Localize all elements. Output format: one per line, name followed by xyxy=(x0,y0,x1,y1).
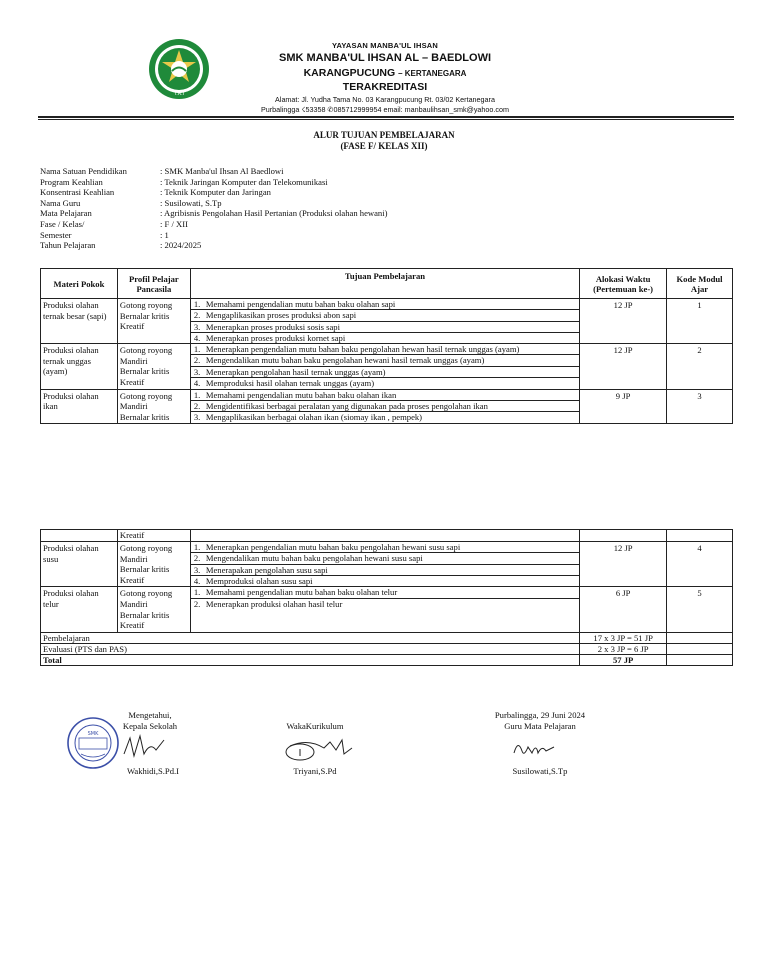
objective-number: 1. xyxy=(193,587,201,598)
profil-item: Kreatif xyxy=(119,376,145,387)
objective-item xyxy=(191,355,579,366)
identity-label: Program Keahlian xyxy=(40,176,103,187)
header-alokasi: Alokasi Waktu (Pertemuan ke-) xyxy=(580,269,667,299)
objective-text: Mengidentifikasi berbagai peralatan yang digunakan pada proses pengolahan ikan xyxy=(205,400,488,411)
identity-value: : Teknik Jaringan Komputer dan Telekomunikasi xyxy=(160,176,328,187)
identity-row xyxy=(40,208,540,219)
objective-number: 3. xyxy=(193,412,201,423)
identity-label: Fase / Kelas/ xyxy=(40,218,85,229)
learning-objectives-table xyxy=(40,268,733,424)
foundation-name: YAYASAN MANBA'UL IHSAN xyxy=(331,41,439,50)
identity-row xyxy=(40,166,540,177)
header-tujuan: Tujuan Pembelajaran xyxy=(190,269,579,299)
learning-objectives-table-continued xyxy=(40,529,733,666)
alokasi-cell: 12 JP xyxy=(580,542,667,587)
objective-number: 4. xyxy=(193,575,201,586)
curriculum-name: Triyani,S.Pd xyxy=(293,766,337,776)
objective-number: 3. xyxy=(193,321,201,332)
document-subtitle: (FASE F/ KELAS XII) xyxy=(340,141,428,151)
summary-value: 17 x 3 JP = 51 JP xyxy=(580,632,667,643)
table-row xyxy=(41,542,733,587)
table-body xyxy=(41,530,733,542)
profil-item: Bernalar kritis xyxy=(119,366,170,377)
materi-cell: Produksi olahan ikan xyxy=(41,389,118,424)
objective-text: Menerapkan proses produksi sosis sapi xyxy=(205,321,340,332)
identity-block xyxy=(40,166,540,251)
objective-item xyxy=(191,322,579,333)
objective-text: Menerapkan proses produksi kornet sapi xyxy=(205,332,346,343)
objective-text: Mengendalikan mutu bahan baku pengolahan hewani susu sapi xyxy=(205,553,423,564)
kode-cell: 1 xyxy=(667,299,733,344)
table-row xyxy=(41,389,733,424)
objective-item xyxy=(191,367,579,378)
summary-label: Total xyxy=(41,654,580,665)
alokasi-cell: 12 JP xyxy=(580,344,667,389)
objective-text: Memahami pengendalian mutu bahan baku olahan ikan xyxy=(205,389,397,400)
objective-number: 4. xyxy=(193,332,201,343)
objective-number: 3. xyxy=(193,564,201,575)
identity-label: Mata Pelajaran xyxy=(40,208,92,219)
materi-cell: Produksi olahan telur xyxy=(41,587,118,632)
kode-cell: 2 xyxy=(667,344,733,389)
objective-number: 2. xyxy=(193,310,201,321)
objective-number: 4. xyxy=(193,378,201,389)
objective-text: Memahami pengendalian mutu bahan baku olahan telur xyxy=(205,587,398,598)
identity-label: Nama Satuan Pendidikan xyxy=(40,166,127,176)
objective-text: Menerapkan pengendalian mutu bahan baku pengolahan hewan hasil ternak unggas (ayam) xyxy=(205,344,520,355)
table-row xyxy=(41,299,733,344)
summary-row xyxy=(41,643,733,654)
alokasi-cell: 12 JP xyxy=(580,299,667,344)
header-materi: Materi Pokok xyxy=(41,269,118,299)
kode-cell: 5 xyxy=(667,587,733,632)
objective-text: Memproduksi olahan susu sapi xyxy=(205,575,313,586)
principal-name: Wakhidi,S.Pd.I xyxy=(126,766,180,776)
profil-item: Mandiri xyxy=(119,598,148,609)
location-sub: – KERTANEGARA xyxy=(398,69,467,78)
objective-number: 1. xyxy=(193,299,201,309)
document-title: ALUR TUJUAN PEMBELAJARAN xyxy=(313,130,455,140)
objective-text: Menerapkan pengendalian mutu bahan baku pengolahan hewani susu sapi xyxy=(205,542,461,552)
table-body xyxy=(41,299,733,424)
identity-label: Semester xyxy=(40,229,72,240)
alokasi-cell: 9 JP xyxy=(580,389,667,424)
objective-text: Mengaplikasikan proses produksi abon sapi xyxy=(205,310,357,321)
tujuan-cell xyxy=(190,344,579,389)
profil-item: Mandiri xyxy=(119,355,148,366)
header-divider-thick xyxy=(38,116,734,118)
profil-item: Kreatif xyxy=(119,620,145,631)
profil-item: Kreatif xyxy=(119,574,145,585)
principal-signature xyxy=(120,732,170,762)
identity-row xyxy=(40,177,540,188)
summary-value: 2 x 3 JP = 6 JP xyxy=(580,643,667,654)
profil-item: Kreatif xyxy=(119,321,145,332)
svg-text:SMK: SMK xyxy=(87,731,99,737)
profil-item: Bernalar kritis xyxy=(119,411,170,422)
identity-row xyxy=(40,198,540,209)
materi-cell: Produksi olahan ternak unggas (ayam) xyxy=(41,344,118,389)
profil-item: Gotong royong xyxy=(119,588,173,599)
alokasi-cell: 6 JP xyxy=(580,587,667,632)
profil-cell xyxy=(117,587,190,632)
profil-item: Mandiri xyxy=(119,553,148,564)
summary-label: Pembelajaran xyxy=(41,632,580,643)
profil-item: Bernalar kritis xyxy=(119,609,170,620)
identity-row xyxy=(40,219,540,230)
tujuan-cell xyxy=(190,542,579,587)
profil-cell xyxy=(117,344,190,389)
identity-row xyxy=(40,230,540,241)
objective-text: Menerapkan produksi olahan hasil telur xyxy=(205,598,343,609)
table-row xyxy=(41,587,733,632)
objective-item xyxy=(191,553,579,564)
objective-item xyxy=(191,344,579,355)
objective-number: 2. xyxy=(193,400,201,411)
identity-value: : Agribisnis Pengolahan Hasil Pertanian (Produksi olahan hewani) xyxy=(160,208,388,219)
school-logo xyxy=(148,38,210,100)
objective-text: Menerapkan pengolahan hasil ternak unggas (ayam) xyxy=(205,366,386,377)
kode-cell: 3 xyxy=(667,389,733,424)
summary-row xyxy=(41,632,733,643)
objective-number: 1. xyxy=(193,389,201,400)
kode-cell: 4 xyxy=(667,542,733,587)
principal-title-2: Kepala Sekolah xyxy=(122,721,178,731)
school-location xyxy=(225,67,545,79)
identity-value: : SMK Manba'ul Ihsan Al Baedlowi xyxy=(160,166,284,176)
objective-item xyxy=(191,333,579,343)
objective-item xyxy=(191,542,579,553)
identity-label: Nama Guru xyxy=(40,197,81,208)
profil-cell xyxy=(117,299,190,344)
objective-item xyxy=(191,576,579,586)
objective-text: Memahami pengendalian mutu bahan baku olahan sapi xyxy=(205,299,396,309)
header-kode: Kode Modul Ajar xyxy=(667,269,733,299)
objective-text: Mengendalikan mutu bahan baku pengolahan hewani hasil ternak unggas (ayam) xyxy=(205,355,485,366)
place-date: Purbalingga, 29 Juni 2024 xyxy=(494,710,586,720)
identity-value: : F / XII xyxy=(160,218,188,229)
objective-text: Menerapakan pengolahan susu sapi xyxy=(205,564,328,575)
identity-value: : 1 xyxy=(160,229,169,240)
objective-number: 2. xyxy=(193,598,201,609)
curriculum-title: WakaKurikulum xyxy=(286,721,344,731)
identity-label: Tahun Pelajaran xyxy=(40,240,96,251)
teacher-title: Guru Mata Pelajaran xyxy=(504,721,576,731)
profil-cell xyxy=(117,542,190,587)
table-row xyxy=(41,344,733,389)
objective-item xyxy=(191,390,579,401)
principal-title-1: Mengetahui, xyxy=(128,710,172,720)
header-divider-thin xyxy=(38,119,734,120)
identity-value: : Susilowati, S.Tp xyxy=(160,197,222,208)
identity-label: Konsentrasi Keahlian xyxy=(40,187,115,198)
profil-item: Gotong royong xyxy=(119,300,173,310)
table-header-row xyxy=(41,269,733,299)
profil-item: Gotong royong xyxy=(119,543,173,553)
objective-number: 1. xyxy=(193,542,201,552)
identity-row xyxy=(40,187,540,198)
teacher-name: Susilowati,S.Tp xyxy=(512,766,568,776)
profil-item: Gotong royong xyxy=(119,390,173,401)
continuation-profil: Kreatif xyxy=(117,530,190,542)
header-profil: Profil Pelajar Pancasila xyxy=(117,269,190,299)
objective-item xyxy=(191,299,579,310)
school-name: SMK MANBA'UL IHSAN AL – BAEDLOWI xyxy=(278,52,492,64)
objective-item xyxy=(191,565,579,576)
objective-item xyxy=(191,378,579,388)
location-main: KARANGPUCUNG xyxy=(303,67,396,79)
objective-number: 3. xyxy=(193,366,201,377)
identity-value: : Teknik Komputer dan Jaringan xyxy=(160,187,271,198)
objective-text: Mengaplikasikan berbagai olahan ikan (siomay ikan , pempek) xyxy=(205,412,423,423)
profil-cell xyxy=(117,389,190,424)
objective-item xyxy=(191,310,579,321)
objective-item xyxy=(191,412,579,422)
address-line: Alamat: Jl. Yudha Tama No. 03 Karangpucung Rt. 03/02 Kertanegara xyxy=(275,95,495,104)
tujuan-cell xyxy=(190,389,579,424)
materi-cell: Produksi olahan susu xyxy=(41,542,118,587)
tujuan-cell xyxy=(190,587,579,632)
summary-label: Evaluasi (PTS dan PAS) xyxy=(41,643,580,654)
objective-number: 1. xyxy=(193,344,201,355)
svg-text:T.R.I: T.R.I xyxy=(173,91,185,97)
summary-row xyxy=(41,654,733,665)
materi-cell: Produksi olahan ternak besar (sapi) xyxy=(41,299,118,344)
teacher-signature xyxy=(508,735,568,761)
identity-row xyxy=(40,240,540,251)
table-body-rows xyxy=(41,542,733,633)
contact-line: Purbalingga ☇53358 ✆085712999954 email: manbaulihsan_smk@yahoo.com xyxy=(261,105,509,114)
objective-number: 2. xyxy=(193,355,201,366)
profil-item: Gotong royong xyxy=(119,345,173,356)
objective-item xyxy=(191,401,579,412)
tujuan-cell xyxy=(190,299,579,344)
summary-rows xyxy=(41,632,733,665)
objective-text: Memproduksi hasil olahan ternak unggas (ayam) xyxy=(205,378,375,389)
identity-value: : 2024/2025 xyxy=(160,240,202,251)
objective-item xyxy=(191,587,579,598)
profil-item: Bernalar kritis xyxy=(119,310,170,321)
summary-value: 57 JP xyxy=(580,654,667,665)
objective-number: 2. xyxy=(193,553,201,564)
objective-item xyxy=(191,599,579,609)
curriculum-signature xyxy=(278,732,358,764)
profil-item: Bernalar kritis xyxy=(119,564,170,575)
continuation-row xyxy=(41,530,733,542)
profil-item: Mandiri xyxy=(119,401,148,412)
accreditation-label: TERAKREDITASI xyxy=(342,81,428,93)
